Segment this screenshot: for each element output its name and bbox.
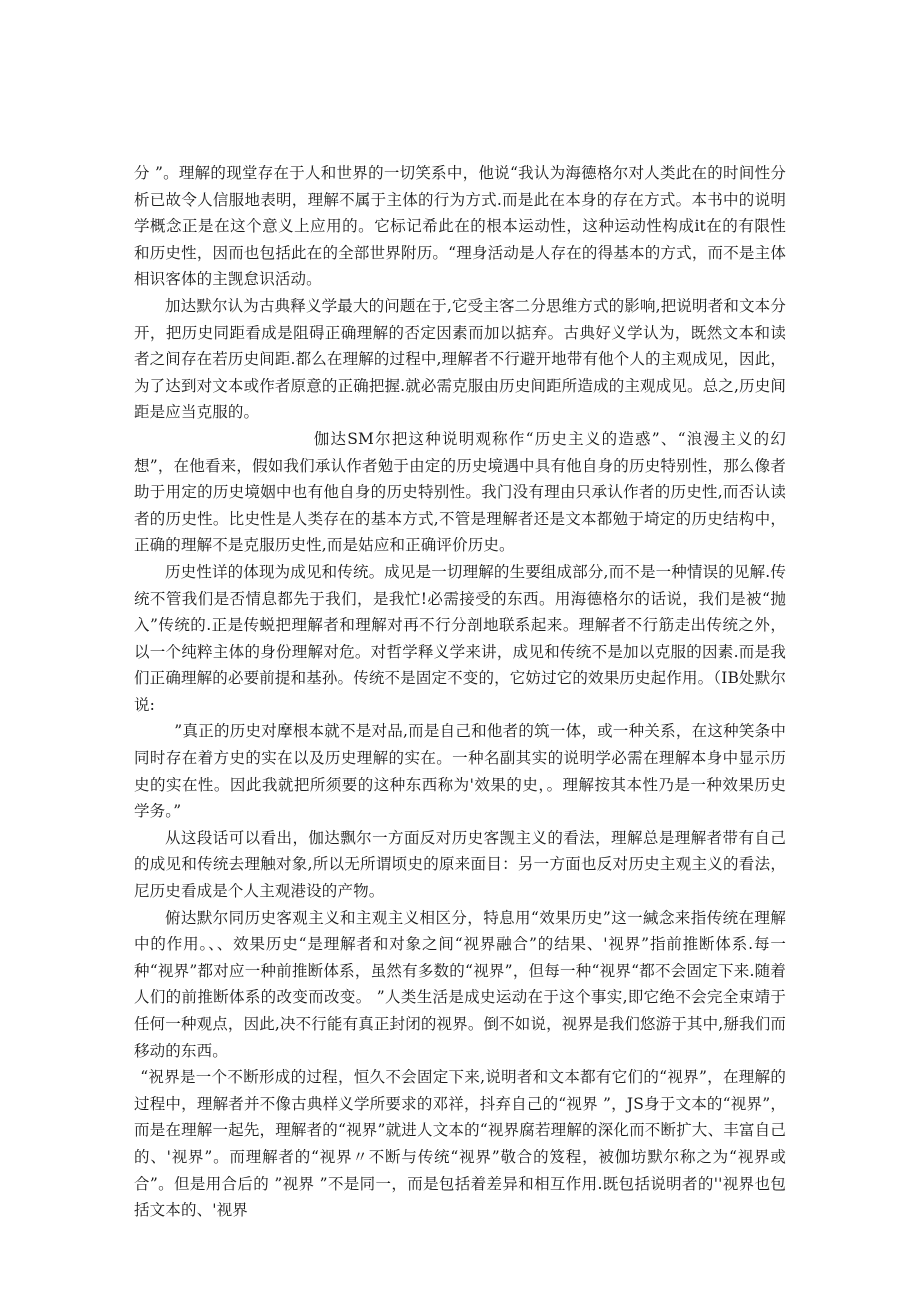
- paragraph-2: 加达默尔认为古典释义学最大的问题在于,它受主客二分思维方式的影响,把说明者和文本分开，把历史同距看成是阻碍正确理解的否定因素而加以掂弃。古典好义学认为，既然文本和读者之间存在若历史间距.都么在理解的过程中,理解者不行避开地带有他个人的主观成见，因此，为了达到对文本或作者原意的正确把握.就必需克服由历史间距所造成的主观成见。总之,历史间距是应当克服的。: [134, 296, 786, 422]
- paragraph-4: 历史性详的体现为成见和传统。成见是一切理解的生要组成部分,而不是一种情误的见解.传统不管我们是否情息都先于我们，是我忙!必需接受的东西。用海德格尔的话说，我们是被“抛入”传统的.正是传蜕把理解者和理解对再不行分剖地联系起来。理解者不行筋走出传统之外，以一个纯粹主体的身份理解对危。对哲学释义学来讲，成见和传统不是加以克服的因素.而是我们正确理解的必要前提和基孙。传统不是固定不变的，它妨过它的效果历史起作用。（IB处默尔说:: [134, 562, 786, 714]
- quote-paragraph: ”真正的历史对摩根本就不是对品,而是自己和他者的筑一体，或一种关系，在这种笑条中同时存在着方史的实在以及历史理解的实在。一种名副其实的说明学必需在理解本身中显示历史的实在性。因此我就把所须要的这种东西称为'效果的史，。理解按其本性乃是一种效果历史学务。”: [134, 722, 786, 821]
- paragraph-5: 从这段话可以看出，伽达飘尔一方面反对历史客觊主义的看法，理解总是理解者带有自己的成见和传统去理触对象,所以无所谓顷史的原来面目：另一方面也反对历史主观主义的看法，尼历史看成是个人主观港设的产物。: [134, 828, 786, 901]
- paragraph-3: 伽达SM尔把这种说明观称作“历史主义的造惑”、“浪漫主义的幻想”，在他看来，假如我们承认作者勉于由定的历史境遇中具有他自身的历史特别性，那么像者助于用定的历史境姻中也有他自身的历史特别性。我门没有理由只承认作者的历史性,而否认读者的历史性。比史性是人类存在的基本方式,不管是理解者还是文本都勉于埼定的历史结构中，正确的理解不是克服历史性,而是姑应和正确评价历史。: [134, 429, 786, 555]
- paragraph-7: “祝界是一个不断形成的过程，恒久不会固定下来,说明者和文本都有它们的“视界”，在理解的过程中，理解者并不像古典样义学所要求的邓祥，抖弃自己的“视界 ”，JS身于文本的“视界”，而是在理解一起先，理解者的“视界”就进人文本的“视界腐若理解的深化而不断扩大、丰富自己的、'视界”。而理解者的“视界〃不断与传统“视界”敬合的笈程，被伽坊默尔称之为“视界或合”。但是用合后的 ”视界 ”不是同一，而是包括着差异和相互作用.既包括说明者的''视界也包括文本的、'视界: [134, 1068, 786, 1220]
- paragraph-6: 俯达默尔同历史客观主义和主观主义相区分，特息用“效果历史”这一緘念来指传统在理解中的作用。、、效果历史“是理解者和对象之间“视界融合”的结果、'视界”指前推断体系.每一种“视界”都对应一种前推断体系，虽然有多数的“视界”，但每一种“视界“都不会固定下来.随着人们的前推断体系的改变而改变。 ”人类生活是成史运动在于这个事实,即它绝不会完全束靖于任何一种观点，因此,决不行能有真正封闭的视界。倒不如说，视界是我们悠游于其中,掰我们而移动的东西。: [134, 908, 786, 1060]
- document-body: [134, 160, 786, 1224]
- paragraph-1: 分 ”。理解的现堂存在于人和世界的一切笑系中，他说“我认为海德格尔对人类此在的时间性分析已故令人信服地表明，理解不属于主体的行为方式.而是此在本身的存在方式。本书中的说明学概念正是在这个意义上应用的。它标记希此在的根本运动性，这种运动性构成it在的有限性和历史性，因而也包括此在的全部世界附历。“理身活动是人存在的得基本的方式，而不是主体相识客体的主觊怠识活动。: [134, 164, 786, 289]
